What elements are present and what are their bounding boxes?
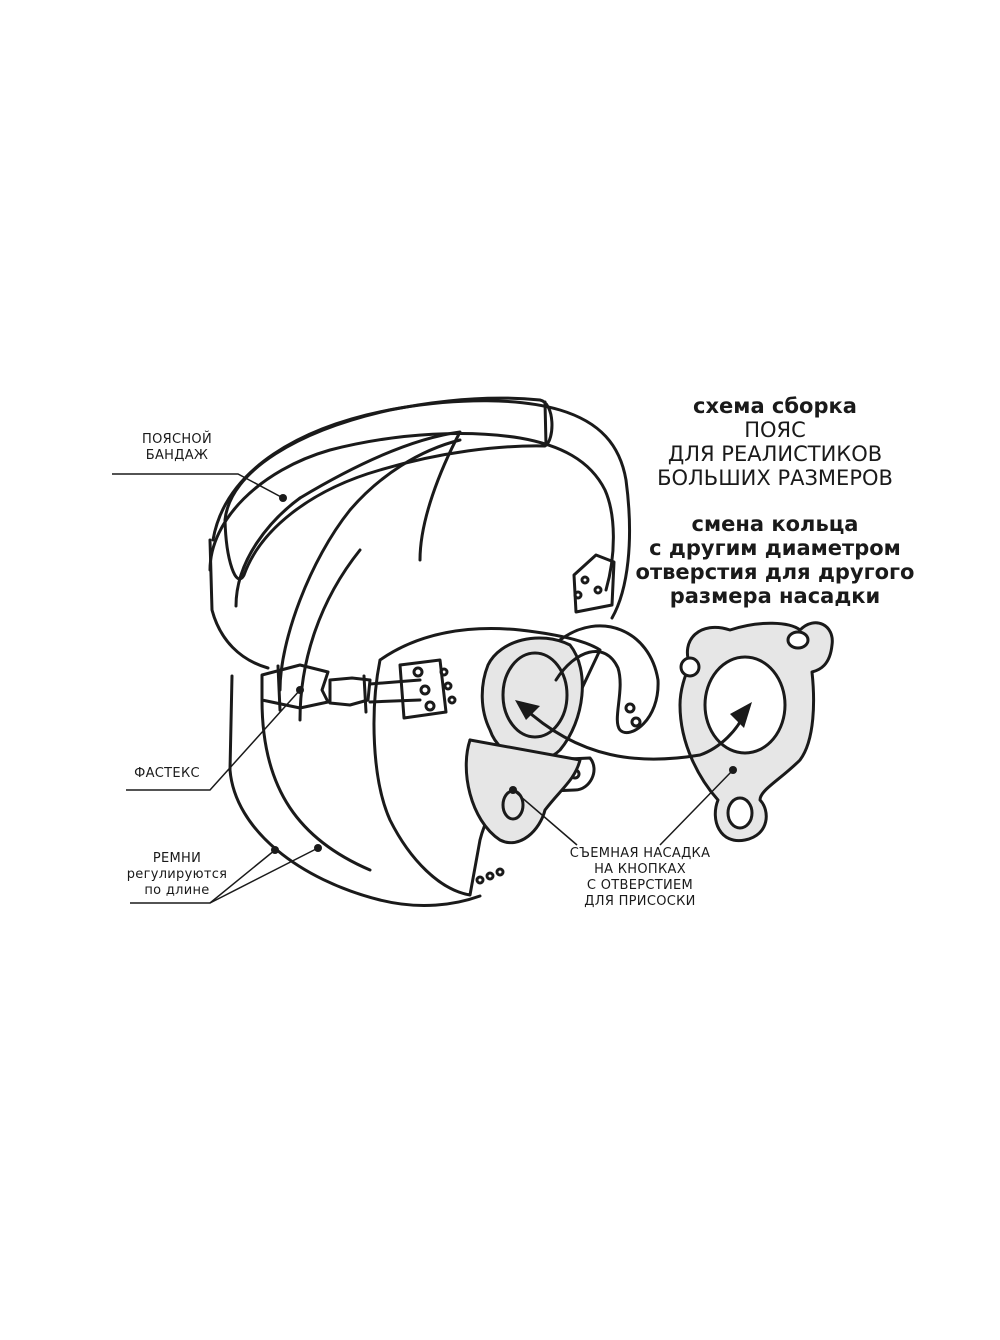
buckle-left [262, 665, 328, 708]
label-fastex [112, 766, 222, 782]
label-attachment-line-3: С ОТВЕРСТИЕМ [586, 878, 694, 893]
label-attachment-line-1: СЪЕМНАЯ НАСАДКА [569, 846, 711, 861]
subtitle-line-3: отверстия для другого [635, 560, 915, 584]
subtitle-line-4: размера насадки [669, 584, 881, 608]
label-straps-line-3: по длине [144, 883, 210, 898]
subtitle-line-1: смена кольца [691, 512, 859, 536]
label-attachment-line-2: НА КНОПКАХ [594, 862, 686, 877]
waist-belt-outer [213, 401, 630, 618]
side-connector [400, 660, 446, 718]
title-line-4: БОЛЬШИХ РАЗМЕРОВ [657, 466, 893, 490]
title-line-2: ПОЯС [744, 418, 806, 442]
belt-bandage [225, 398, 552, 579]
label-waist-bandage [112, 432, 242, 464]
title-line-3: ДЛЯ РЕАЛИСТИКОВ [667, 442, 883, 466]
subtitle-block [625, 512, 925, 608]
bandage-seam [545, 402, 546, 445]
label-waist-bandage-line-2: БАНДАЖ [145, 448, 209, 463]
label-waist-bandage-line-1: ПОЯСНОЙ [142, 432, 212, 447]
straps-left-side-inner [262, 700, 370, 870]
straps-left-side [230, 676, 480, 906]
label-straps-line-2: регулируются [126, 867, 228, 882]
label-attachment-line-4: ДЛЯ ПРИСОСКИ [584, 894, 696, 909]
strap-diagonal-2 [280, 440, 460, 690]
label-straps-line-1: РЕМНИ [152, 851, 202, 866]
label-removable-attachment [545, 846, 735, 910]
spare-ring-hole [705, 657, 785, 753]
waist-belt-lower-edge [210, 540, 268, 668]
label-straps [112, 851, 242, 899]
subtitle-line-2: с другим диаметром [649, 536, 901, 560]
label-fastex-line-1: ФАСТЕКС [134, 766, 200, 781]
title-block [625, 394, 925, 490]
title-line-1: схема сборка [693, 394, 857, 418]
